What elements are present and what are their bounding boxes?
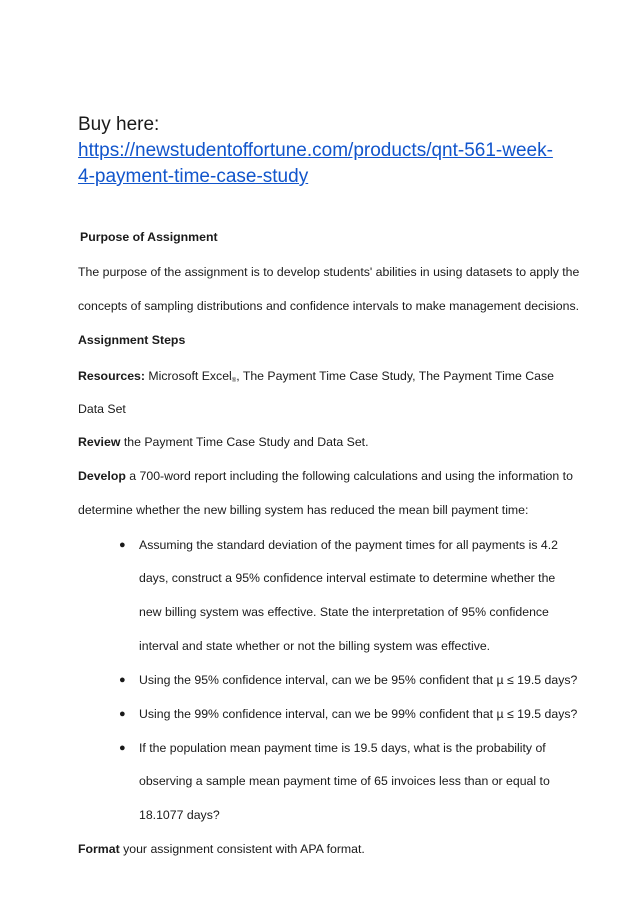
buy-here-label: Buy here: <box>78 114 160 135</box>
resources-line2: Data Set <box>78 402 126 416</box>
product-link-line2[interactable]: 4-payment-time-case-study <box>78 166 309 187</box>
resources-line1 <box>78 368 554 387</box>
purpose-heading: Purpose of Assignment <box>80 230 218 244</box>
resources-text-b: , The Payment Time Case Study, The Payment Time Case <box>236 369 555 383</box>
bullet4-line1: If the population mean payment time is 19.5 days, what is the probability of <box>139 741 546 755</box>
product-link-line1[interactable]: https://newstudentoffortune.com/products/qnt-561-week- <box>78 140 553 161</box>
bullet4-line3: 18.1077 days? <box>139 808 220 822</box>
bullet-icon: ● <box>119 708 126 720</box>
product-link[interactable] <box>78 138 578 190</box>
purpose-text-line2: concepts of sampling distributions and confidence intervals to make management decisions. <box>78 299 580 313</box>
bullet-icon: ● <box>119 742 126 754</box>
develop-line2: determine whether the new billing system has reduced the mean bill payment time: <box>78 503 529 517</box>
bullet1-line4: interval and state whether or not the billing system was effective. <box>139 639 491 653</box>
bullet-icon: ● <box>119 539 126 551</box>
bullet-icon: ● <box>119 674 126 686</box>
bullet1-line3: new billing system was effective. State the interpretation of 95% confidence <box>139 605 549 619</box>
bullet2-line1: Using the 95% confidence interval, can we be 95% confident that µ ≤ 19.5 days? <box>139 673 578 687</box>
format-line <box>78 841 365 857</box>
resources-label: Resources: <box>78 369 145 383</box>
bullet1-line2: days, construct a 95% confidence interval estimate to determine whether the <box>139 571 556 585</box>
steps-heading: Assignment Steps <box>78 333 186 347</box>
registered-mark: ® <box>231 378 237 384</box>
develop-label: Develop <box>78 469 126 483</box>
develop-text: a 700-word report including the following calculations and using the information to <box>129 469 573 483</box>
bullet1-line1: Assuming the standard deviation of the payment times for all payments is 4.2 <box>139 538 558 552</box>
bullet3-line1: Using the 99% confidence interval, can we be 99% confident that µ ≤ 19.5 days? <box>139 707 578 721</box>
purpose-text-line1: The purpose of the assignment is to develop students' abilities in using datasets to apply the <box>78 265 580 279</box>
format-text: your assignment consistent with APA format. <box>123 842 365 856</box>
review-label: Review <box>78 435 121 449</box>
bullet4-line2: observing a sample mean payment time of 65 invoices less than or equal to <box>139 774 550 788</box>
review-line <box>78 434 369 450</box>
resources-text-a: Microsoft Excel <box>148 369 232 383</box>
develop-line1 <box>78 468 573 484</box>
format-label: Format <box>78 842 120 856</box>
review-text: the Payment Time Case Study and Data Set. <box>123 435 369 449</box>
